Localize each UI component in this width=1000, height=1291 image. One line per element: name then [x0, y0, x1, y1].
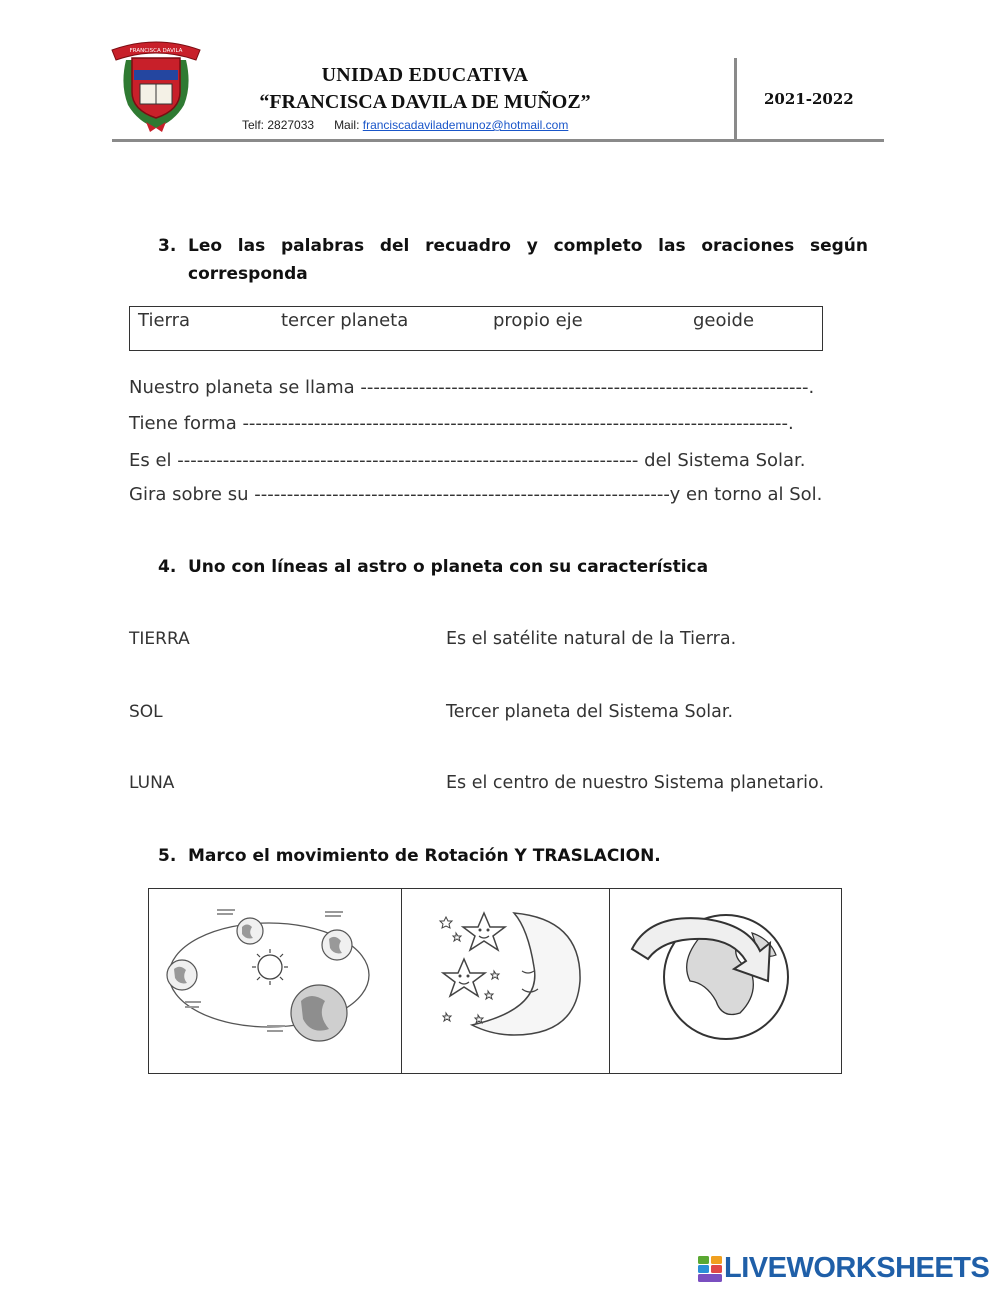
email-link[interactable]: franciscadavilademunoz@hotmail.com: [362, 118, 569, 132]
svg-text:FRANCISCA DAVILA: FRANCISCA DAVILA: [129, 48, 183, 54]
contact-line: [242, 118, 568, 132]
phone-text: Telf: 2827033: [242, 118, 315, 132]
mail-label: Mail:: [334, 118, 360, 132]
match-right-item[interactable]: Tercer planeta del Sistema Solar.: [446, 702, 734, 722]
earth-globe-icon: [291, 985, 347, 1041]
school-crest-logo: [110, 30, 202, 132]
word-bank-item: geoide: [693, 310, 755, 331]
image-options-table: [148, 888, 842, 1074]
match-right-item[interactable]: Es el satélite natural de la Tierra.: [446, 629, 737, 649]
q4-title: Uno con líneas al astro o planeta con su característica: [188, 557, 709, 577]
fill-sentence[interactable]: Es el ----------------------------------------------------------------------- del Sistema Solar.: [129, 450, 806, 471]
star-icon: [463, 913, 505, 950]
q5-number: 5.: [158, 846, 177, 866]
word-bank-item: tercer planeta: [281, 310, 409, 331]
moon-image-option[interactable]: [402, 889, 610, 1073]
q3-number: 3.: [158, 236, 177, 256]
school-type-heading: UNIDAD EDUCATIVA: [321, 64, 529, 86]
fill-sentence[interactable]: Nuestro planeta se llama ---------------------------------------------------------------------.: [129, 377, 815, 398]
brand-name: LIVEWORKSHEETS: [724, 1252, 990, 1284]
star-icon: [443, 959, 485, 996]
earth-globe-icon: [322, 930, 352, 960]
q3-title-line2: corresponda: [188, 264, 308, 284]
match-left-item[interactable]: LUNA: [129, 773, 175, 793]
fill-sentence[interactable]: Tiene forma ------------------------------------------------------------------------------------.: [129, 413, 794, 434]
word-bank-item: propio eje: [493, 310, 583, 331]
school-name-heading: “FRANCISCA DAVILA DE MUÑOZ”: [259, 91, 591, 113]
word-bank-box: [129, 306, 823, 351]
header-divider-vertical: [734, 58, 737, 140]
header-divider-horizontal: [112, 139, 884, 142]
orbit-image-option[interactable]: [149, 889, 402, 1073]
q4-number: 4.: [158, 557, 177, 577]
q5-title: Marco el movimiento de Rotación Y TRASLACION.: [188, 846, 661, 866]
liveworksheets-logo-icon: [698, 1256, 722, 1282]
match-left-item[interactable]: TIERRA: [129, 629, 190, 649]
earth-globe-icon: [237, 918, 263, 944]
sun-icon: [252, 949, 288, 985]
school-year: 2021-2022: [764, 90, 854, 108]
fill-sentence[interactable]: Gira sobre su ----------------------------------------------------------------y en torno al Sol.: [129, 484, 823, 505]
match-left-item[interactable]: SOL: [129, 702, 163, 722]
q3-title-line1: Leo las palabras del recuadro y completo las oraciones según: [188, 236, 868, 256]
match-right-item[interactable]: Es el centro de nuestro Sistema planetario.: [446, 773, 825, 793]
word-bank-item: Tierra: [138, 310, 191, 331]
earth-globe-icon: [167, 960, 197, 990]
rotation-image-option[interactable]: [610, 889, 841, 1073]
